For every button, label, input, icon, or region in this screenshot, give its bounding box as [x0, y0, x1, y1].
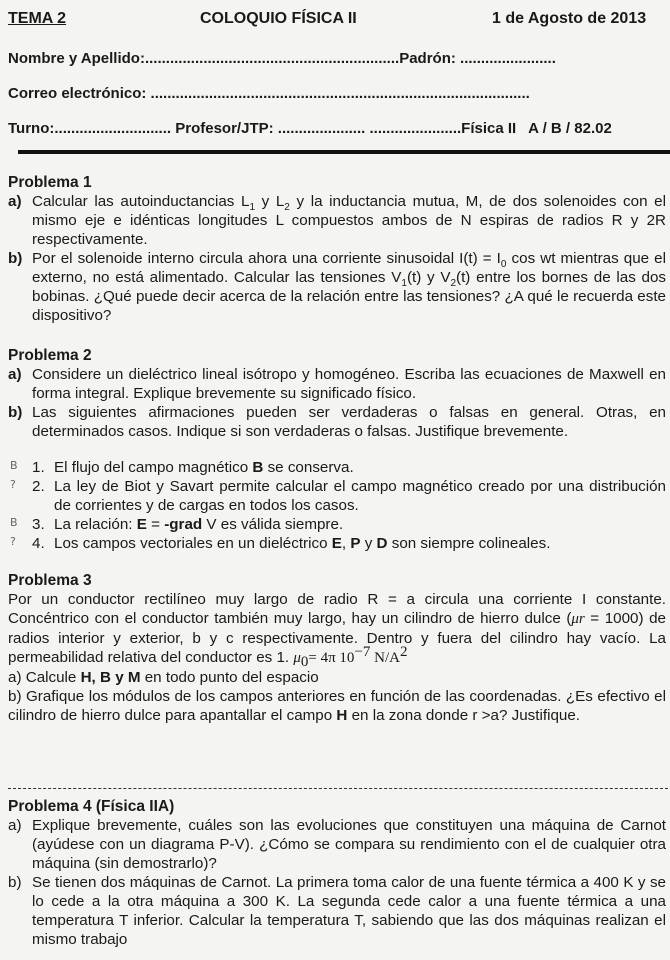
problem-2 [8, 346, 666, 441]
turno-label: Turno: [8, 120, 55, 137]
profesor-label: Profesor/JTP: [175, 120, 274, 137]
problem-4 [8, 797, 666, 949]
profesor-field-2[interactable]: ...................... [369, 120, 462, 137]
handwritten-mark: B [10, 516, 18, 529]
title-row [8, 10, 663, 30]
tema-label: TEMA 2 [8, 10, 67, 27]
turno-row [8, 120, 612, 137]
nombre-label: Nombre y Apellido: [8, 50, 145, 67]
correo-field[interactable]: ........................................................................................... [150, 85, 530, 102]
course-code: Física II A / B / 82.02 [461, 120, 612, 137]
turno-field[interactable]: ............................ [54, 120, 172, 137]
statement-2: ? 2. La ley de Biot y Savart permite calcular el campo magnético creado por una distribución de corrientes y de cargas en todos los casos. [8, 477, 666, 515]
header-divider [18, 150, 670, 154]
problem-4-b: b) Se tienen dos máquinas de Carnot. La primera toma calor de una fuente térmica a 400 K y se lo cede a la otra máquina a 300 K. La segunda cede calor a una fuente térmica a una temperatura T inferior. Calcular la temperatura T, sabiendo que las dos máquinas realizan el mismo trabajo [8, 874, 666, 948]
statement-4: ? 4. Los campos vectoriales en un dieléctrico E, P y D son siempre colineales. [8, 534, 666, 553]
profesor-field-1[interactable]: ..................... [277, 120, 366, 137]
item-label: a) [8, 193, 22, 210]
item-label: a) [8, 817, 22, 834]
handwritten-mark: ? [10, 535, 16, 548]
padron-label: Padrón: [399, 50, 456, 67]
exam-date: 1 de Agosto de 2013 [492, 10, 647, 27]
problem-3 [8, 571, 666, 725]
nombre-field[interactable]: ............................................................. [144, 50, 400, 67]
problem-2-statements [8, 458, 666, 553]
problem-3-title: Problema 3 [8, 572, 92, 589]
item-label: b) [8, 404, 23, 421]
name-row [8, 50, 556, 67]
exam-title: COLOQUIO FÍSICA II [200, 10, 357, 27]
problem-4-a: a) Explique brevemente, cuáles son las evoluciones que constituyen una máquina de Carnot (ayúdese con un diagrama P-V). ¿Cómo se compara su rendimiento con el de cualquier otra máquina (sin demostrarlo)? [8, 817, 666, 872]
padron-field[interactable]: ....................... [460, 50, 556, 67]
problem-2-a: a) Considere un dieléctrico lineal isótropo y homogéneo. Escriba las ecuaciones de Maxwell en forma integral. Explique brevemente su significado físico. [8, 366, 666, 402]
problem-1 [8, 173, 666, 325]
email-row [8, 85, 530, 102]
item-label: b) [8, 874, 22, 891]
problem-1-a: a) Calcular las autoinductancias $L_1$ y $L_2$ y la inductancia mutua, M, de dos solenoides con el mismo eje e idénticas longitudes L compuestos ambos de N espiras de radios R y 2R respectivamente. [8, 193, 666, 248]
dashed-divider [8, 788, 668, 789]
item-label: b) [8, 250, 23, 267]
problem-3-statement: Por un conductor rectilíneo muy largo de radio R = a circula una corriente I constante. Concéntrico con el conductor también muy largo, hay un cilindro de hierro dulce (μr = 1000) de radios interior y exterior, b y c respectivamente. Dentro y fuera del cilindro hay vacío. La permeabilidad relativa del conductor es 1. $\mu_0= 4\pi$ $10^{-7}$ $N/A^2$ [8, 591, 666, 671]
problem-4-title: Problema 4 (Física IIA) [8, 798, 175, 815]
statement-3: B 3. La relación: E = -grad V es válida siempre. [8, 515, 666, 534]
problem-3-a: a) Calcule H, B y M en todo punto del espacio [8, 669, 319, 686]
problem-2-b: b) Las siguientes afirmaciones pueden ser verdaderas o falsas en general. Otras, en determinados casos. Indique si son verdaderas o falsas. Justifique brevemente. [8, 404, 666, 440]
problem-3-b: b) Grafique los módulos de los campos anteriores en función de las coordenadas. ¿Es efectivo el cilindro de hierro dulce para apantallar el campo H en la zona donde r >a? Justifique. [8, 688, 666, 724]
item-label: a) [8, 366, 22, 383]
handwritten-mark: ? [10, 478, 16, 491]
correo-label: Correo electrónico: [8, 85, 147, 102]
problem-2-title: Problema 2 [8, 347, 92, 364]
statement-1: B 1. El flujo del campo magnético B se conserva. [8, 458, 666, 477]
handwritten-mark: B [10, 459, 18, 472]
problem-1-b: b) Por el solenoide interno circula ahora una corriente sinusoidal $I(t) = I_0$ cos wt mientras que el externo, no está alimentado. Calcular las tensiones $V_1(t)$ y $V_2(t)$ entre los bornes de las dos bobinas. ¿Qué puede decir acerca de la relación entre las tensiones? ¿A qué le recuerda este dispositivo? [8, 250, 667, 324]
problem-1-title: Problema 1 [8, 174, 92, 191]
